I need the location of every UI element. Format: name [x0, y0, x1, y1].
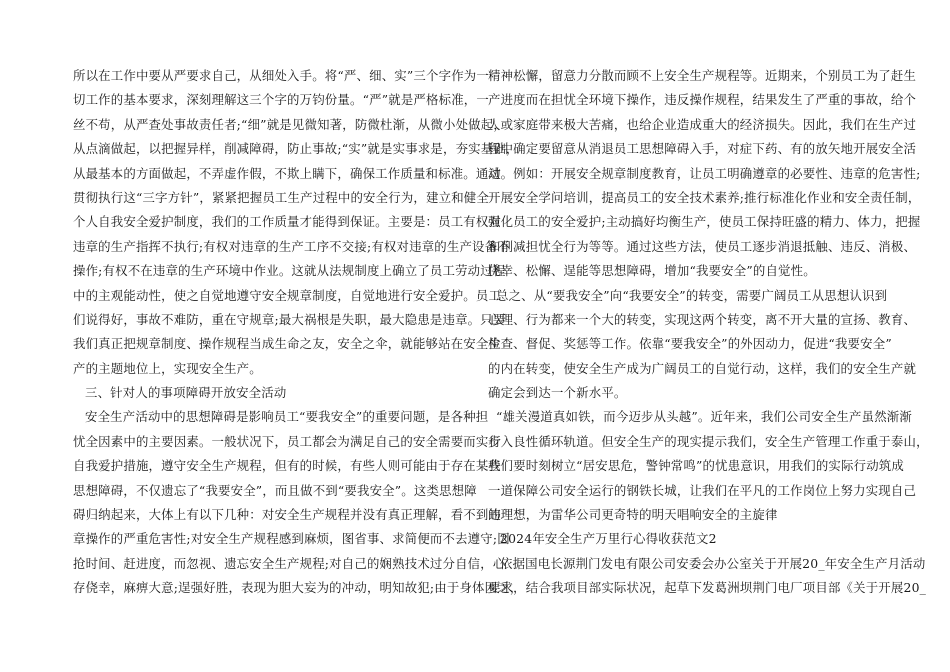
text-line: 侥幸、松懈、逞能等思想障碍，增加“我要安全”的自觉性。 — [488, 263, 816, 279]
text-line: 思想障碍，不仅遗忘了“我要安全”，而且做不到“要我安全”。这类思想障 — [73, 482, 477, 498]
text-line: 从点滴做起，以把握异样，削减障碍，防止事故;“实”就是实事求是，夯实基础， — [73, 141, 519, 157]
text-line: 产的主题地位上，实现安全生产。 — [73, 360, 262, 376]
text-line: 心理、行为都来一个大的转变，实现这两个转变，离不开大量的宣扬、教育、 — [488, 311, 917, 327]
text-line: 碍归纳起来，大体上有以下几种：对安全生产规程并没有真正理解，看不到违 — [73, 507, 502, 523]
text-line: 开展安全学问培训，提高员工的安全技术素养;推行标准化作业和安全责任制， — [488, 189, 921, 205]
text-line: 忧全因素中的主要因素。一般状况下，员工都会为满足自己的安全需要而实行 — [73, 433, 502, 449]
text-line: 个人自我安全爱护制度，我们的工作质量才能得到保证。主要是：员工有权对 — [73, 214, 502, 230]
text-line: 抢时间、赶进度，而忽视、遗忘安全生产规程;对自己的娴熟技术过分自信，心 — [73, 555, 506, 571]
text-line: 动。例如：开展安全规章制度教育，让员工明确遵章的必要性、违章的危害性; — [488, 165, 921, 181]
text-line: 和削减担忧全行为等等。通过这些方法，使员工逐步消退抵触、违反、消极、 — [488, 238, 917, 254]
text-line: 的理想，为雷华公司更奇特的明天唱响安全的主旋律 — [488, 507, 778, 523]
text-line: 丝不苟，从严查处事故责任者;“细”就是见微知著，防微杜渐，从微小处做起， — [73, 116, 506, 132]
text-line: 安全生产活动中的思想障碍是影响员工“要我安全”的重要问题，是各种担 — [85, 409, 489, 425]
text-line: “雄关漫道真如铁，而今迈步从头越”。近年来，我们公司安全生产虽然渐渐 — [496, 409, 912, 425]
text-line: 步入良性循环轨道。但安全生产的现实提示我们，安全生产管理工作重于泰山， — [488, 433, 929, 449]
text-line: 自我爱护措施，遵守安全生产规程，但有的时候，有些人则可能由于存在某些 — [73, 458, 502, 474]
text-line: 依据国电长源荆门发电有限公司安委会办公室关于开展20_年安全生产月活动 — [500, 555, 926, 571]
text-line: 存侥幸，麻痹大意;逞强好胜，表现为胆大妄为的冲动，明知故犯;由于身体困乏， — [73, 580, 523, 596]
text-line: 三、针对人的事项障碍开放安全活动 — [85, 385, 287, 401]
text-line: 中的主观能动性，使之自觉地遵守安全规章制度，自觉地进行安全爱护。员工 — [73, 287, 502, 303]
text-line: 切工作的基本要求，深刻理解这三个字的万钧份量。“严”就是严格标准，一 — [73, 92, 489, 108]
text-line: 贯彻执行这“三字方针”，紧紧把握员工生产过程中的安全行为，建立和健全 — [73, 189, 489, 205]
text-line: 的内在转变，使安全生产成为广阔员工的自觉行动，这样，我们的安全生产就 — [488, 360, 917, 376]
text-line: 所以在工作中要从严要求自己，从细处入手。将“严、细、实”三个字作为一 — [73, 68, 489, 83]
text-line: 从最基本的方面做起，不弄虚作假，不欺上瞒下，确保工作质量和标准。通过 — [73, 165, 502, 181]
left-text-column — [73, 64, 523, 601]
text-line: 强化员工的安全爱护;主动搞好均衡生产，使员工保持旺盛的精力、体力，把握 — [488, 214, 921, 230]
text-line: 检查、督促、奖惩等工作。依靠“要我安全”的外因动力，促进“我要安全” — [488, 336, 892, 352]
text-line: 们说得好，事故不难防，重在守规章;最大祸根是失职，最大隐患是违章。只要 — [73, 311, 506, 327]
text-line: 产进度而在担忧全环境下操作，违反操作规程，结果发生了严重的事故，给个 — [488, 92, 917, 108]
text-line: 总之、从“要我安全”向“我要安全”的转变，需要广阔员工从思想认识到 — [496, 287, 888, 303]
text-line: 我们要时刻树立“居安思危，警钟常鸣”的忧患意识，用我们的实际行动筑成 — [488, 458, 904, 474]
text-line: 章操作的严重危害性;对安全生产规程感到麻烦，图省事、求简便而不去遵守;因 — [73, 531, 510, 547]
text-line: 要求，结合我项目部实际状况，起草下发葛洲坝荆门电厂项目部《关于开展20_ — [488, 580, 927, 596]
text-line: 操作;有权不在违章的生产环境中作业。这就从法规制度上确立了员工劳动过程 — [73, 263, 506, 279]
text-line: 确定会到达一个新水平。 — [488, 385, 627, 401]
text-line: 我们真正把规章制度、操作规程当成生命之友，安全之伞，就能够站在安全生 — [73, 336, 502, 352]
text-line: 精神松懈，留意力分散而顾不上安全生产规程等。近期来，个别员工为了赶生 — [488, 68, 917, 83]
text-line: 2024年安全生产万里行心得收获范文2 — [500, 531, 717, 547]
text-line: 违章的生产指挥不执行;有权对违章的生产工序不交接;有权对违章的生产设备不 — [73, 238, 510, 254]
right-text-column — [488, 64, 929, 601]
text-line: 一道保障公司安全运行的钢铁长城，让我们在平凡的工作岗位上努力实现自己 — [488, 482, 917, 498]
text-line: 人或家庭带来极大苦痛，也给企业造成重大的经济损失。因此，我们在生产过 — [488, 116, 917, 132]
text-line: 程中确定要留意从消退员工思想障碍入手，对症下药、有的放矢地开展安全活 — [488, 141, 917, 157]
